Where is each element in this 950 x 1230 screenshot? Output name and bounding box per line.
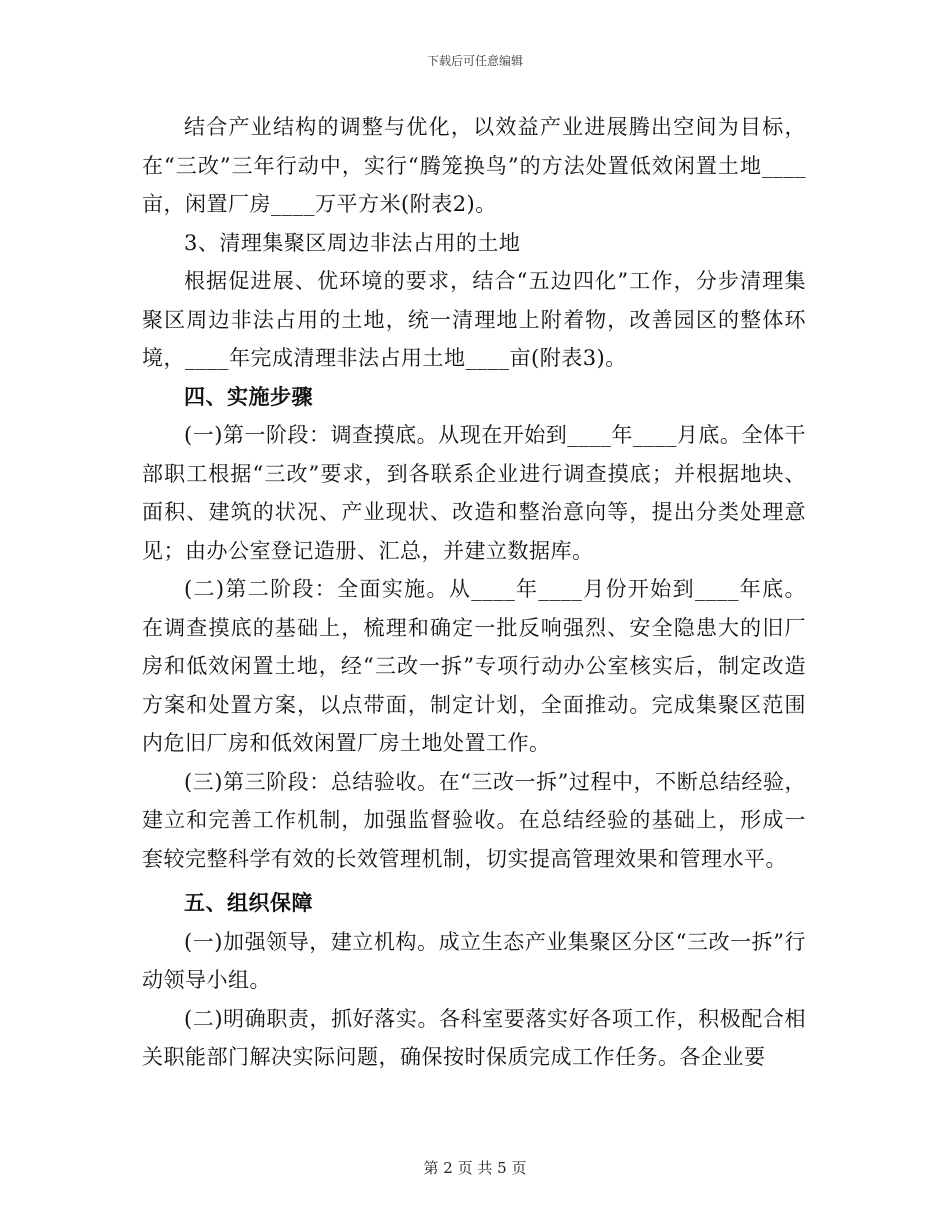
section-heading-organizational-guarantee: 五、组织保障 [184,890,313,915]
paragraph-phase-one: (一)第一阶段：调查摸底。从现在开始到____年____月底。全体干部职工根据“三改”要求，到各联系企业进行调查摸底；并根据地块、面积、建筑的状况、产业现状、改造和整治意向等，提出分类处理意见；由办公室登记造册、汇总，并建立数据库。 [142,423,806,563]
document-body [142,108,806,1077]
paragraph-clear-illegal-land: 根据促进展、优环境的要求，结合“五边四化”工作，分步清理集聚区周边非法占用的土地，统一清理地上附着物，改善园区的整体环境，____年完成清理非法占用土地____亩(附表3)。 [142,269,806,370]
paragraph-responsibilities: (二)明确职责，抓好落实。各科室要落实好各项工作，积极配合相关职能部门解决实际问题，确保按时保质完成工作任务。各企业要 [142,1006,806,1069]
paragraph-land-disposal: 结合产业结构的调整与优化，以效益产业进展腾出空间为目标，在“三改”三年行动中，实行“腾笼换鸟”的方法处置低效闲置土地____亩，闲置厂房____万平方米(附表2)。 [142,115,806,216]
paragraph-leadership: (一)加强领导，建立机构。成立生态产业集聚区分区“三改一拆”行动领导小组。 [142,929,806,992]
page-header: 下载后可任意编辑 [426,54,523,68]
section-heading-implementation-steps: 四、实施步骤 [184,383,313,409]
page-footer: 第 2 页 共 5 页 [423,1159,527,1177]
paragraph-phase-three: (三)第三阶段：总结验收。在“三改一拆”过程中，不断总结经验，建立和完善工作机制，加强监督验收。在总结经验的基础上，形成一套较完整科学有效的长效管理机制，切实提高管理效果和管理水平。 [142,769,806,871]
paragraph-subheading-clear-land: 3、清理集聚区周边非法占用的土地 [184,230,521,255]
paragraph-phase-two: (二)第二阶段：全面实施。从____年____月份开始到____年底。在调查摸底的基础上，梳理和确定一批反响强烈、安全隐患大的旧厂房和低效闲置土地，经“三改一拆”专项行动办公室核实后，制定改造方案和处置方案，以点带面，制定计划，全面推动。完成集聚区范围内危旧厂房和低效闲置厂房土地处置工作。 [142,577,806,755]
